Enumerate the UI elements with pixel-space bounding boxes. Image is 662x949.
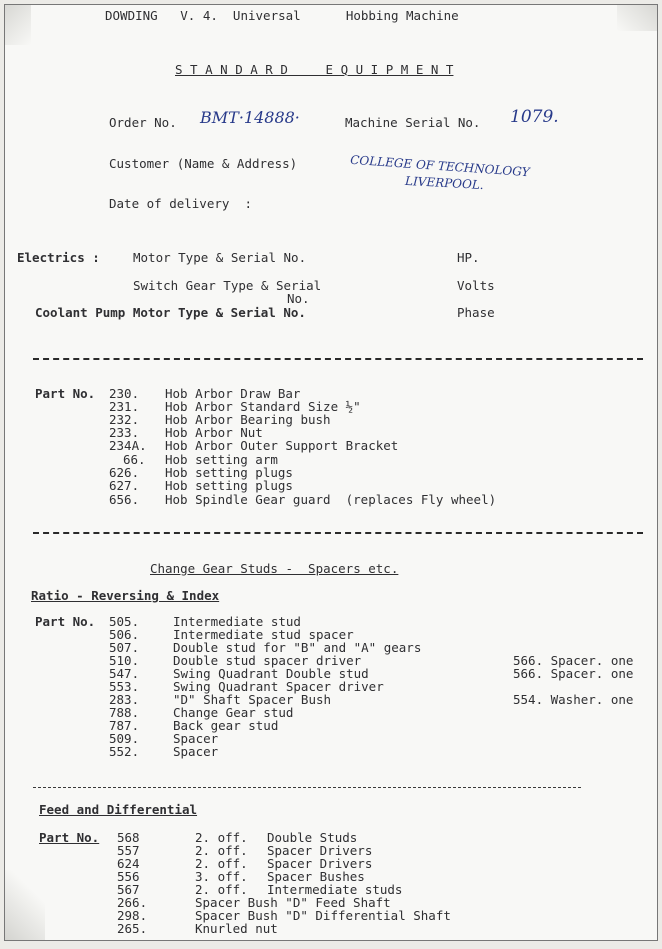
gear-part-desc: Double stud spacer driver (173, 653, 362, 668)
gear-part-no: 787. (109, 718, 140, 733)
phase-label: Phase (457, 305, 495, 320)
hob-part-desc: Hob Arbor Standard Size ½" (165, 399, 361, 414)
gear-part-no: 506. (109, 627, 140, 642)
feed-part-qty: 3. off. (195, 869, 248, 884)
electrics-label: Electrics : (17, 250, 100, 265)
hob-part-desc: Hob Arbor Nut (165, 425, 263, 440)
feed-part-desc: Spacer Drivers (267, 856, 373, 871)
hob-part-no: 627. (109, 478, 140, 493)
gear-part-desc: Swing Quadrant Double stud (173, 666, 369, 681)
side-note: 566. Spacer. one (513, 666, 634, 681)
gear-part-desc: Change Gear stud (173, 705, 294, 720)
side-note: 554. Washer. one (513, 692, 634, 707)
document-page (4, 4, 658, 941)
customer-line2: LIVERPOOL. (404, 173, 485, 193)
serial-label: Machine Serial No. (345, 115, 481, 130)
gear-part-no: 552. (109, 744, 140, 759)
gear-part-no: 505. (109, 614, 140, 629)
order-value: BMT·14888· (200, 108, 300, 127)
divider-3 (33, 787, 581, 788)
feed-part-no: 556 (117, 869, 140, 884)
hob-part-no: 234A. (109, 438, 147, 453)
gear-part-desc: Double stud for "B" and "A" gears (173, 640, 422, 655)
feed-part-no: 298. (117, 908, 148, 923)
feed-part-qty: Spacer Bush "D" Feed Shaft (195, 895, 391, 910)
serial-value: 1079. (510, 107, 559, 127)
hp-label: HP. (457, 250, 480, 265)
hob-part-desc: Hob setting plugs (165, 478, 293, 493)
paper-fold-bottom-left (5, 870, 45, 940)
gear-part-desc: Intermediate stud (173, 614, 301, 629)
feed-part-qty: Knurled nut (195, 921, 278, 936)
divider-2 (33, 532, 643, 534)
paper-fold-top-right (617, 5, 657, 31)
hob-part-no: 656. (109, 492, 140, 507)
side-note: 566. Spacer. one (513, 653, 634, 668)
coolant-label: Coolant Pump Motor Type & Serial No. (35, 305, 306, 320)
customer-label: Customer (Name & Address) (109, 156, 298, 171)
hob-part-no: 231. (109, 399, 140, 414)
header-top-line: DOWDING V. 4. Universal Hobbing Machine (105, 8, 459, 23)
paper-fold-top-left (5, 5, 31, 45)
feed-part-no: 557 (117, 843, 140, 858)
customer-line1: COLLEGE OF TECHNOLOGY (349, 152, 531, 180)
hob-part-no: 233. (109, 425, 140, 440)
feed-part-qty: 2. off. (195, 856, 248, 871)
hob-part-no: 230. (109, 386, 140, 401)
switch-no-label: No. (287, 291, 310, 306)
switch-label: Switch Gear Type & Serial (133, 278, 322, 293)
feed-part-no: 567 (117, 882, 140, 897)
feed-part-label: Part No. (39, 830, 100, 845)
hob-part-no: 66. (123, 452, 146, 467)
change-gear-title: Change Gear Studs - Spacers etc. (150, 561, 399, 576)
gear-part-no: 510. (109, 653, 140, 668)
delivery-label: Date of delivery : (109, 196, 252, 211)
hob-part-desc: Hob Arbor Draw Bar (165, 386, 301, 401)
hob-part-desc: Hob setting arm (165, 452, 278, 467)
feed-part-qty: 2. off. (195, 843, 248, 858)
hob-part-desc: Hob Spindle Gear guard (replaces Fly wheel) (165, 492, 497, 507)
feed-part-qty: 2. off. (195, 882, 248, 897)
gear-part-desc: Intermediate stud spacer (173, 627, 354, 642)
feed-part-qty: Spacer Bush "D" Differential Shaft (195, 908, 451, 923)
gear-part-no: 788. (109, 705, 140, 720)
feed-part-no: 265. (117, 921, 148, 936)
ratio-subtitle: Ratio - Reversing & Index (31, 588, 220, 603)
gear-part-no: 507. (109, 640, 140, 655)
gear-part-desc: Spacer (173, 731, 219, 746)
gear-part-desc: "D" Shaft Spacer Bush (173, 692, 332, 707)
gear-part-desc: Spacer (173, 744, 219, 759)
feed-part-no: 568 (117, 830, 140, 845)
feed-title: Feed and Differential (39, 802, 198, 817)
order-label: Order No. (109, 115, 177, 130)
gear-part-no: 509. (109, 731, 140, 746)
gear-part-desc: Back gear stud (173, 718, 279, 733)
hob-part-desc: Hob setting plugs (165, 465, 293, 480)
feed-part-no: 624 (117, 856, 140, 871)
gear-part-no: 283. (109, 692, 140, 707)
feed-part-desc: Spacer Bushes (267, 869, 365, 884)
gear-part-no: 553. (109, 679, 140, 694)
hob-part-no: 626. (109, 465, 140, 480)
feed-part-desc: Intermediate studs (267, 882, 403, 897)
hob-part-no: 232. (109, 412, 140, 427)
volts-label: Volts (457, 278, 495, 293)
divider-1 (33, 358, 643, 360)
gear-part-no: 547. (109, 666, 140, 681)
feed-part-qty: 2. off. (195, 830, 248, 845)
feed-part-no: 266. (117, 895, 148, 910)
hob-part-desc: Hob Arbor Outer Support Bracket (165, 438, 399, 453)
gear-part-desc: Swing Quadrant Spacer driver (173, 679, 384, 694)
feed-part-desc: Double Studs (267, 830, 358, 845)
hob-part-label: Part No. (35, 386, 96, 401)
hob-part-desc: Hob Arbor Bearing bush (165, 412, 331, 427)
change-gear-part-label: Part No. (35, 614, 96, 629)
feed-part-desc: Spacer Drivers (267, 843, 373, 858)
motor-label: Motor Type & Serial No. (133, 250, 307, 265)
page-title: S T A N D A R D E Q U I P M E N T (175, 62, 454, 77)
